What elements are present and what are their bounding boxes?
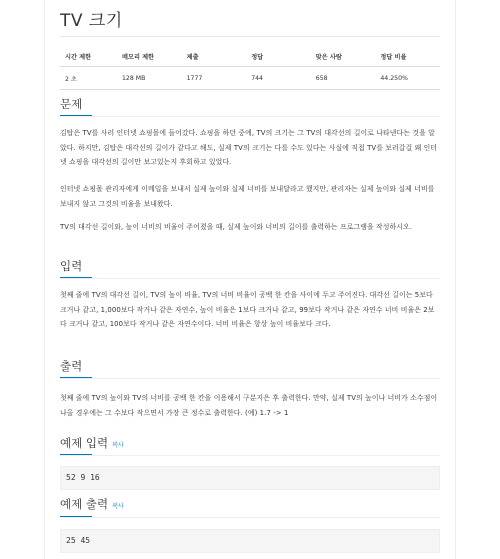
- header-memory-limit: 메모리 제한: [117, 46, 182, 67]
- description-paragraph-2: 인터넷 쇼핑몰 관리자에게 이메일을 보내서 실제 높이와 실제 너비를 보내달라고 했지만, 관리자는 실제 높이와 실제 너비를 보내지 않고 그것의 비율을 보내왔다.: [60, 185, 435, 208]
- description-paragraph-1: 김탑은 TV를 사러 인터넷 쇼핑몰에 들어갔다. 쇼핑을 하던 중에, TV의 크기는 그 TV의 대각선의 길이로 나타낸다는 것을 알았다. 하지만, 김탑은 대각선의 길이가 같다고 해도, 실제 TV의 크기는 다를 수도 있다는 사실에 직접 TV를 보러갈걸 왜 인터넷 쇼핑을 대각선의 길이만 보고있는지 후회하고 있었다.: [60, 129, 438, 166]
- sample-input-divider: [60, 455, 440, 456]
- header-accept-ratio: 정답 비율: [375, 46, 440, 67]
- info-header-row: [60, 46, 440, 67]
- title-divider: [60, 36, 440, 37]
- page-title: TV 크기: [60, 11, 123, 31]
- header-time-limit: 시간 제한: [60, 46, 117, 67]
- value-memory-limit: 128 MB: [117, 67, 182, 90]
- sample-output-title: 예제 출력: [60, 497, 109, 511]
- problem-info-table: [60, 46, 440, 90]
- sample-output-box[interactable]: 25 45: [60, 529, 440, 553]
- header-solved-users: 맞은 사람: [311, 46, 376, 67]
- input-heading: 입력: [60, 259, 83, 273]
- info-value-row: [60, 67, 440, 90]
- description-paragraph-3: TV의 대각선 길이와, 높이 너비의 비율이 주어졌을 때, 실제 높이와 너비의 길이를 출력하는 프로그램을 작성하시오.: [60, 223, 413, 231]
- value-time-limit: 2 초: [60, 67, 117, 90]
- value-accepted[interactable]: 744: [246, 67, 311, 90]
- value-accept-ratio: 44.250%: [375, 67, 440, 90]
- sample-input-box[interactable]: 52 9 16: [60, 466, 440, 490]
- sample-output-divider: [60, 517, 440, 518]
- output-divider: [60, 378, 440, 379]
- sample-input-heading: [60, 435, 124, 451]
- copy-sample-output-button[interactable]: 복사: [112, 503, 124, 510]
- sample-input-title: 예제 입력: [60, 436, 109, 450]
- input-divider: [60, 278, 440, 279]
- output-heading: 출력: [60, 359, 83, 373]
- header-submissions: 제출: [182, 46, 247, 67]
- description-divider: [60, 116, 440, 117]
- value-submissions[interactable]: 1777: [182, 67, 247, 90]
- value-solved-users: 658: [311, 67, 376, 90]
- sample-output-heading: [60, 496, 124, 512]
- header-accepted: 정답: [246, 46, 311, 67]
- output-paragraph: 첫째 줄에 TV의 높이와 TV의 너비를 공백 한 칸을 이용해서 구분지은 후 출력한다. 만약, 실제 TV의 높이나 너비가 소수점이 나올 경우에는 그 수보다 작으면서 가장 큰 정수로 출력한다. (예) 1.7 -> 1: [60, 394, 438, 417]
- description-heading: 문제: [60, 97, 83, 111]
- copy-sample-input-button[interactable]: 복사: [112, 442, 124, 449]
- input-paragraph: 첫째 줄에 TV의 대각선 길이, TV의 높이 비율, TV의 너비 비율이 공백 한 칸을 사이에 두고 주어진다. 대각선 길이는 5보다 크거나 같고, 1,000보다 작거나 같은 자연수, 높이 비율은 1보다 크거나 같고, 99보다 작거나 같은 자연수 너비 비율은 2보다 크거나 같고, 100보다 작거나 같은 자연수이다. 너비 비율은 항상 높이 비율보다 크다.: [60, 291, 435, 328]
